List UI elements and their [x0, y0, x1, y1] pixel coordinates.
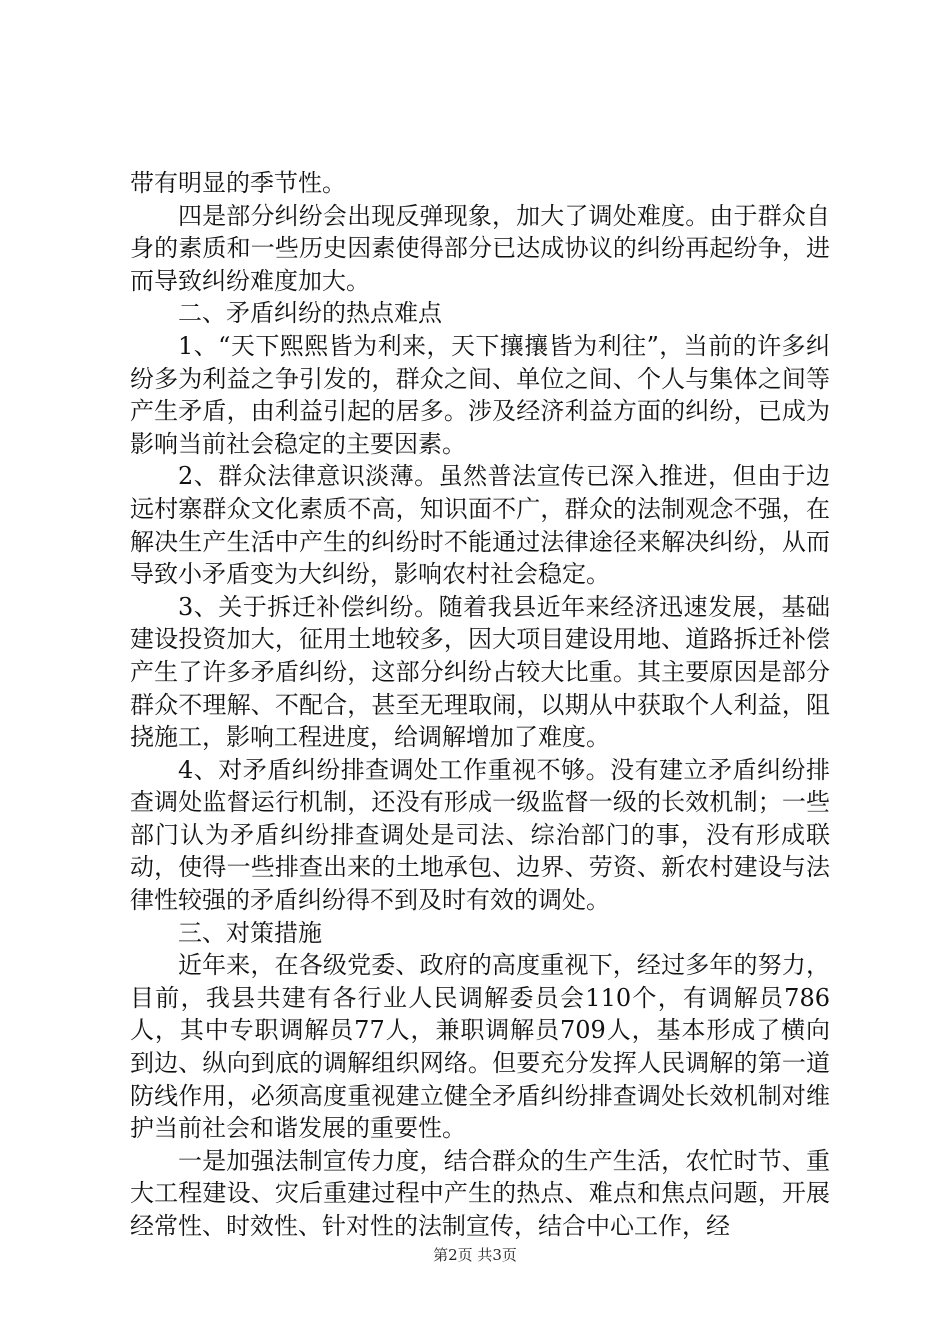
- section-heading: 三、对策措施: [178, 918, 322, 947]
- paragraph: 带有明显的季节性。: [130, 169, 346, 197]
- paragraph: 4、对矛盾纠纷排查调处工作重视不够。没有建立矛盾纠纷排查调处监督运行机制，还没有形成一级监督一级的长效机制；一些部门认为矛盾纠纷排查调处是司法、综治部门的事，没有形成联动，使得一些排查出来的土地承包、边界、劳资、新农村建设与法律性较强的矛盾纠纷得不到及时有效的调处。: [130, 755, 830, 915]
- document-body: [130, 167, 830, 1243]
- paragraph: 2、群众法律意识淡薄。虽然普法宣传已深入推进，但由于边远村寨群众文化素质不高，知识面不广，群众的法制观念不强，在解决生产生活中产生的纠纷时不能通过法律途径来解决纠纷，从而导致小矛盾变为大纠纷，影响农村社会稳定。: [130, 462, 830, 589]
- paragraph: 四是部分纠纷会出现反弹现象，加大了调处难度。由于群众自身的素质和一些历史因素使得部分已达成协议的纠纷再起纷争，进而导致纠纷难度加大。: [130, 201, 830, 295]
- paragraph: 1、“天下熙熙皆为利来，天下攘攘皆为利往”，当前的许多纠纷多为利益之争引发的，群众之间、单位之间、个人与集体之间等产生矛盾，由利益引起的居多。涉及经济利益方面的纠纷，已成为影响当前社会稳定的主要因素。: [130, 331, 830, 458]
- page-footer: 第2页 共3页: [433, 1246, 517, 1264]
- paragraph: 一是加强法制宣传力度，结合群众的生产生活，农忙时节、重大工程建设、灾后重建过程中产生的热点、难点和焦点问题，开展经常性、时效性、针对性的法制宣传，结合中心工作，经: [130, 1146, 830, 1240]
- paragraph: 近年来，在各级党委、政府的高度重视下，经过多年的努力，目前，我县共建有各行业人民调解委员会110个，有调解员786人，其中专职调解员77人，兼职调解员709人，基本形成了横向到边、纵向到底的调解组织网络。但要充分发挥人民调解的第一道防线作用，必须高度重视建立健全矛盾纠纷排查调处长效机制对维护当前社会和谐发展的重要性。: [130, 951, 830, 1143]
- paragraph: 3、关于拆迁补偿纠纷。随着我县近年来经济迅速发展，基础建设投资加大，征用土地较多，因大项目建设用地、道路拆迁补偿产生了许多矛盾纠纷，这部分纠纷占较大比重。其主要原因是部分群众不理解、不配合，甚至无理取闹，以期从中获取个人利益，阻挠施工，影响工程进度，给调解增加了难度。: [130, 592, 830, 752]
- section-heading: 二、矛盾纠纷的热点难点: [178, 299, 442, 328]
